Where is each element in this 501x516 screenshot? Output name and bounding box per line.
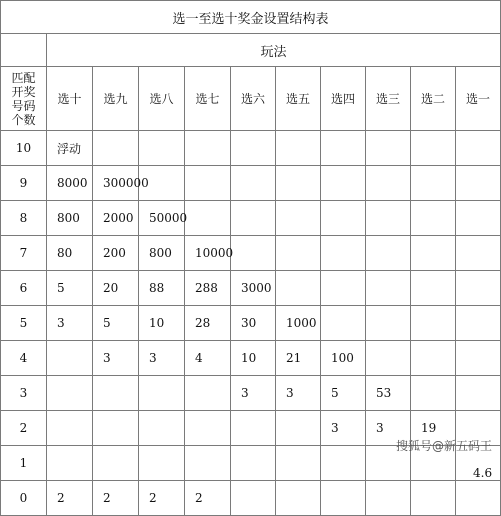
prize-cell — [456, 341, 501, 376]
table-row — [1, 376, 501, 411]
column-header: 选七 — [185, 67, 231, 131]
prize-cell: 3 — [321, 411, 366, 446]
match-count-cell: 7 — [1, 236, 47, 271]
prize-cell: 3 — [366, 411, 411, 446]
prize-cell — [411, 166, 456, 201]
prize-cell: 2 — [93, 481, 139, 516]
prize-cell: 2 — [185, 481, 231, 516]
prize-cell — [276, 411, 321, 446]
match-count-header-line: 个数 — [11, 112, 36, 127]
prize-cell — [231, 236, 276, 271]
prize-cell — [456, 131, 501, 166]
match-count-cell: 10 — [1, 131, 47, 166]
match-count-header-line: 号码 — [11, 98, 36, 113]
match-count-header — [1, 67, 47, 131]
match-count-cell: 3 — [1, 376, 47, 411]
column-header: 选六 — [231, 67, 276, 131]
prize-cell — [185, 166, 231, 201]
match-count-cell: 1 — [1, 446, 47, 481]
prize-cell: 5 — [93, 306, 139, 341]
prize-cell — [231, 411, 276, 446]
table-row — [1, 341, 501, 376]
prize-cell — [456, 271, 501, 306]
match-count-cell: 2 — [1, 411, 47, 446]
prize-cell — [321, 446, 366, 481]
prize-cell: 3 — [231, 376, 276, 411]
prize-cell: 200 — [93, 236, 139, 271]
table-row — [1, 131, 501, 166]
match-count-cell: 8 — [1, 201, 47, 236]
prize-cell — [366, 306, 411, 341]
prize-cell — [411, 271, 456, 306]
prize-cell — [185, 376, 231, 411]
prize-cell — [47, 341, 93, 376]
prize-cell — [139, 411, 185, 446]
prize-cell: 浮动 — [47, 131, 93, 166]
prize-cell: 4.6 — [456, 446, 501, 481]
column-header: 选三 — [366, 67, 411, 131]
table-title: 选一至选十奖金设置结构表 — [1, 1, 501, 34]
prize-cell — [366, 271, 411, 306]
column-header: 选十 — [47, 67, 93, 131]
prize-cell — [276, 166, 321, 201]
table-row — [1, 236, 501, 271]
prize-cell: 3 — [139, 341, 185, 376]
prize-cell: 3 — [93, 341, 139, 376]
prize-cell — [411, 481, 456, 516]
table-row — [1, 166, 501, 201]
column-header: 选五 — [276, 67, 321, 131]
match-count-cell: 0 — [1, 481, 47, 516]
table-row — [1, 306, 501, 341]
column-header: 选四 — [321, 67, 366, 131]
prize-cell — [366, 201, 411, 236]
prize-cell: 19 — [411, 411, 456, 446]
prize-cell — [139, 131, 185, 166]
prize-cell: 2 — [139, 481, 185, 516]
prize-cell: 288 — [185, 271, 231, 306]
prize-cell: 80 — [47, 236, 93, 271]
prize-cell: 10 — [231, 341, 276, 376]
prize-cell: 21 — [276, 341, 321, 376]
prize-cell — [321, 131, 366, 166]
prize-cell: 10000 — [185, 236, 231, 271]
prize-cell: 20 — [93, 271, 139, 306]
prize-cell: 50000 — [139, 201, 185, 236]
prize-cell — [93, 376, 139, 411]
prize-cell — [321, 166, 366, 201]
play-header: 玩法 — [47, 34, 501, 67]
prize-cell — [276, 236, 321, 271]
prize-cell — [231, 446, 276, 481]
prize-cell — [47, 446, 93, 481]
prize-cell — [276, 446, 321, 481]
prize-cell — [456, 376, 501, 411]
prize-cell — [185, 411, 231, 446]
corner-cell — [1, 34, 47, 67]
prize-cell — [366, 166, 411, 201]
prize-cell: 10 — [139, 306, 185, 341]
prize-cell: 100 — [321, 341, 366, 376]
prize-cell — [411, 201, 456, 236]
prize-cell — [276, 481, 321, 516]
prize-cell: 8000 — [47, 166, 93, 201]
prize-cell — [139, 446, 185, 481]
prize-cell: 3 — [276, 376, 321, 411]
prize-cell — [139, 376, 185, 411]
prize-cell — [47, 376, 93, 411]
match-count-cell: 9 — [1, 166, 47, 201]
prize-cell — [231, 201, 276, 236]
prize-cell — [276, 201, 321, 236]
prize-cell — [411, 131, 456, 166]
column-header: 选八 — [139, 67, 185, 131]
prize-cell — [185, 446, 231, 481]
prize-cell — [456, 481, 501, 516]
prize-cell — [456, 306, 501, 341]
match-count-cell: 5 — [1, 306, 47, 341]
prize-cell: 800 — [139, 236, 185, 271]
prize-cell: 53 — [366, 376, 411, 411]
prize-cell — [93, 131, 139, 166]
table-row — [1, 201, 501, 236]
prize-cell — [366, 341, 411, 376]
prize-cell — [276, 271, 321, 306]
match-count-cell: 6 — [1, 271, 47, 306]
prize-cell — [231, 131, 276, 166]
match-count-header-line: 匹配 — [11, 70, 36, 85]
prize-cell: 4 — [185, 341, 231, 376]
prize-cell — [321, 271, 366, 306]
prize-cell: 3000 — [231, 271, 276, 306]
prize-cell: 5 — [47, 271, 93, 306]
column-header: 选二 — [411, 67, 456, 131]
prize-cell: 2000 — [93, 201, 139, 236]
column-header: 选九 — [93, 67, 139, 131]
prize-cell — [411, 306, 456, 341]
prize-cell — [231, 166, 276, 201]
prize-cell — [185, 201, 231, 236]
prize-cell — [185, 131, 231, 166]
prize-cell: 88 — [139, 271, 185, 306]
prize-cell — [231, 481, 276, 516]
prize-cell — [411, 341, 456, 376]
prize-cell — [93, 446, 139, 481]
prize-cell — [366, 481, 411, 516]
prize-cell: 2 — [47, 481, 93, 516]
prize-cell — [366, 236, 411, 271]
prize-cell: 1000 — [276, 306, 321, 341]
match-count-cell: 4 — [1, 341, 47, 376]
prize-cell — [93, 411, 139, 446]
prize-cell: 5 — [321, 376, 366, 411]
prize-cell — [366, 131, 411, 166]
prize-cell — [321, 201, 366, 236]
prize-cell — [321, 481, 366, 516]
prize-cell: 3 — [47, 306, 93, 341]
prize-cell — [456, 201, 501, 236]
watermark: 搜狐号@新五码王 — [395, 439, 492, 453]
prize-cell — [321, 306, 366, 341]
prize-cell — [456, 166, 501, 201]
prize-cell: 30 — [231, 306, 276, 341]
prize-cell: 800 — [47, 201, 93, 236]
prize-cell: 28 — [185, 306, 231, 341]
table-row — [1, 481, 501, 516]
table-row — [1, 271, 501, 306]
prize-cell — [276, 131, 321, 166]
prize-cell — [47, 411, 93, 446]
prize-cell — [456, 236, 501, 271]
prize-cell — [411, 236, 456, 271]
prize-cell — [411, 376, 456, 411]
match-count-header-line: 开奖 — [11, 84, 36, 99]
column-header: 选一 — [456, 67, 501, 131]
prize-cell: 300000 — [93, 166, 139, 201]
prize-cell — [321, 236, 366, 271]
